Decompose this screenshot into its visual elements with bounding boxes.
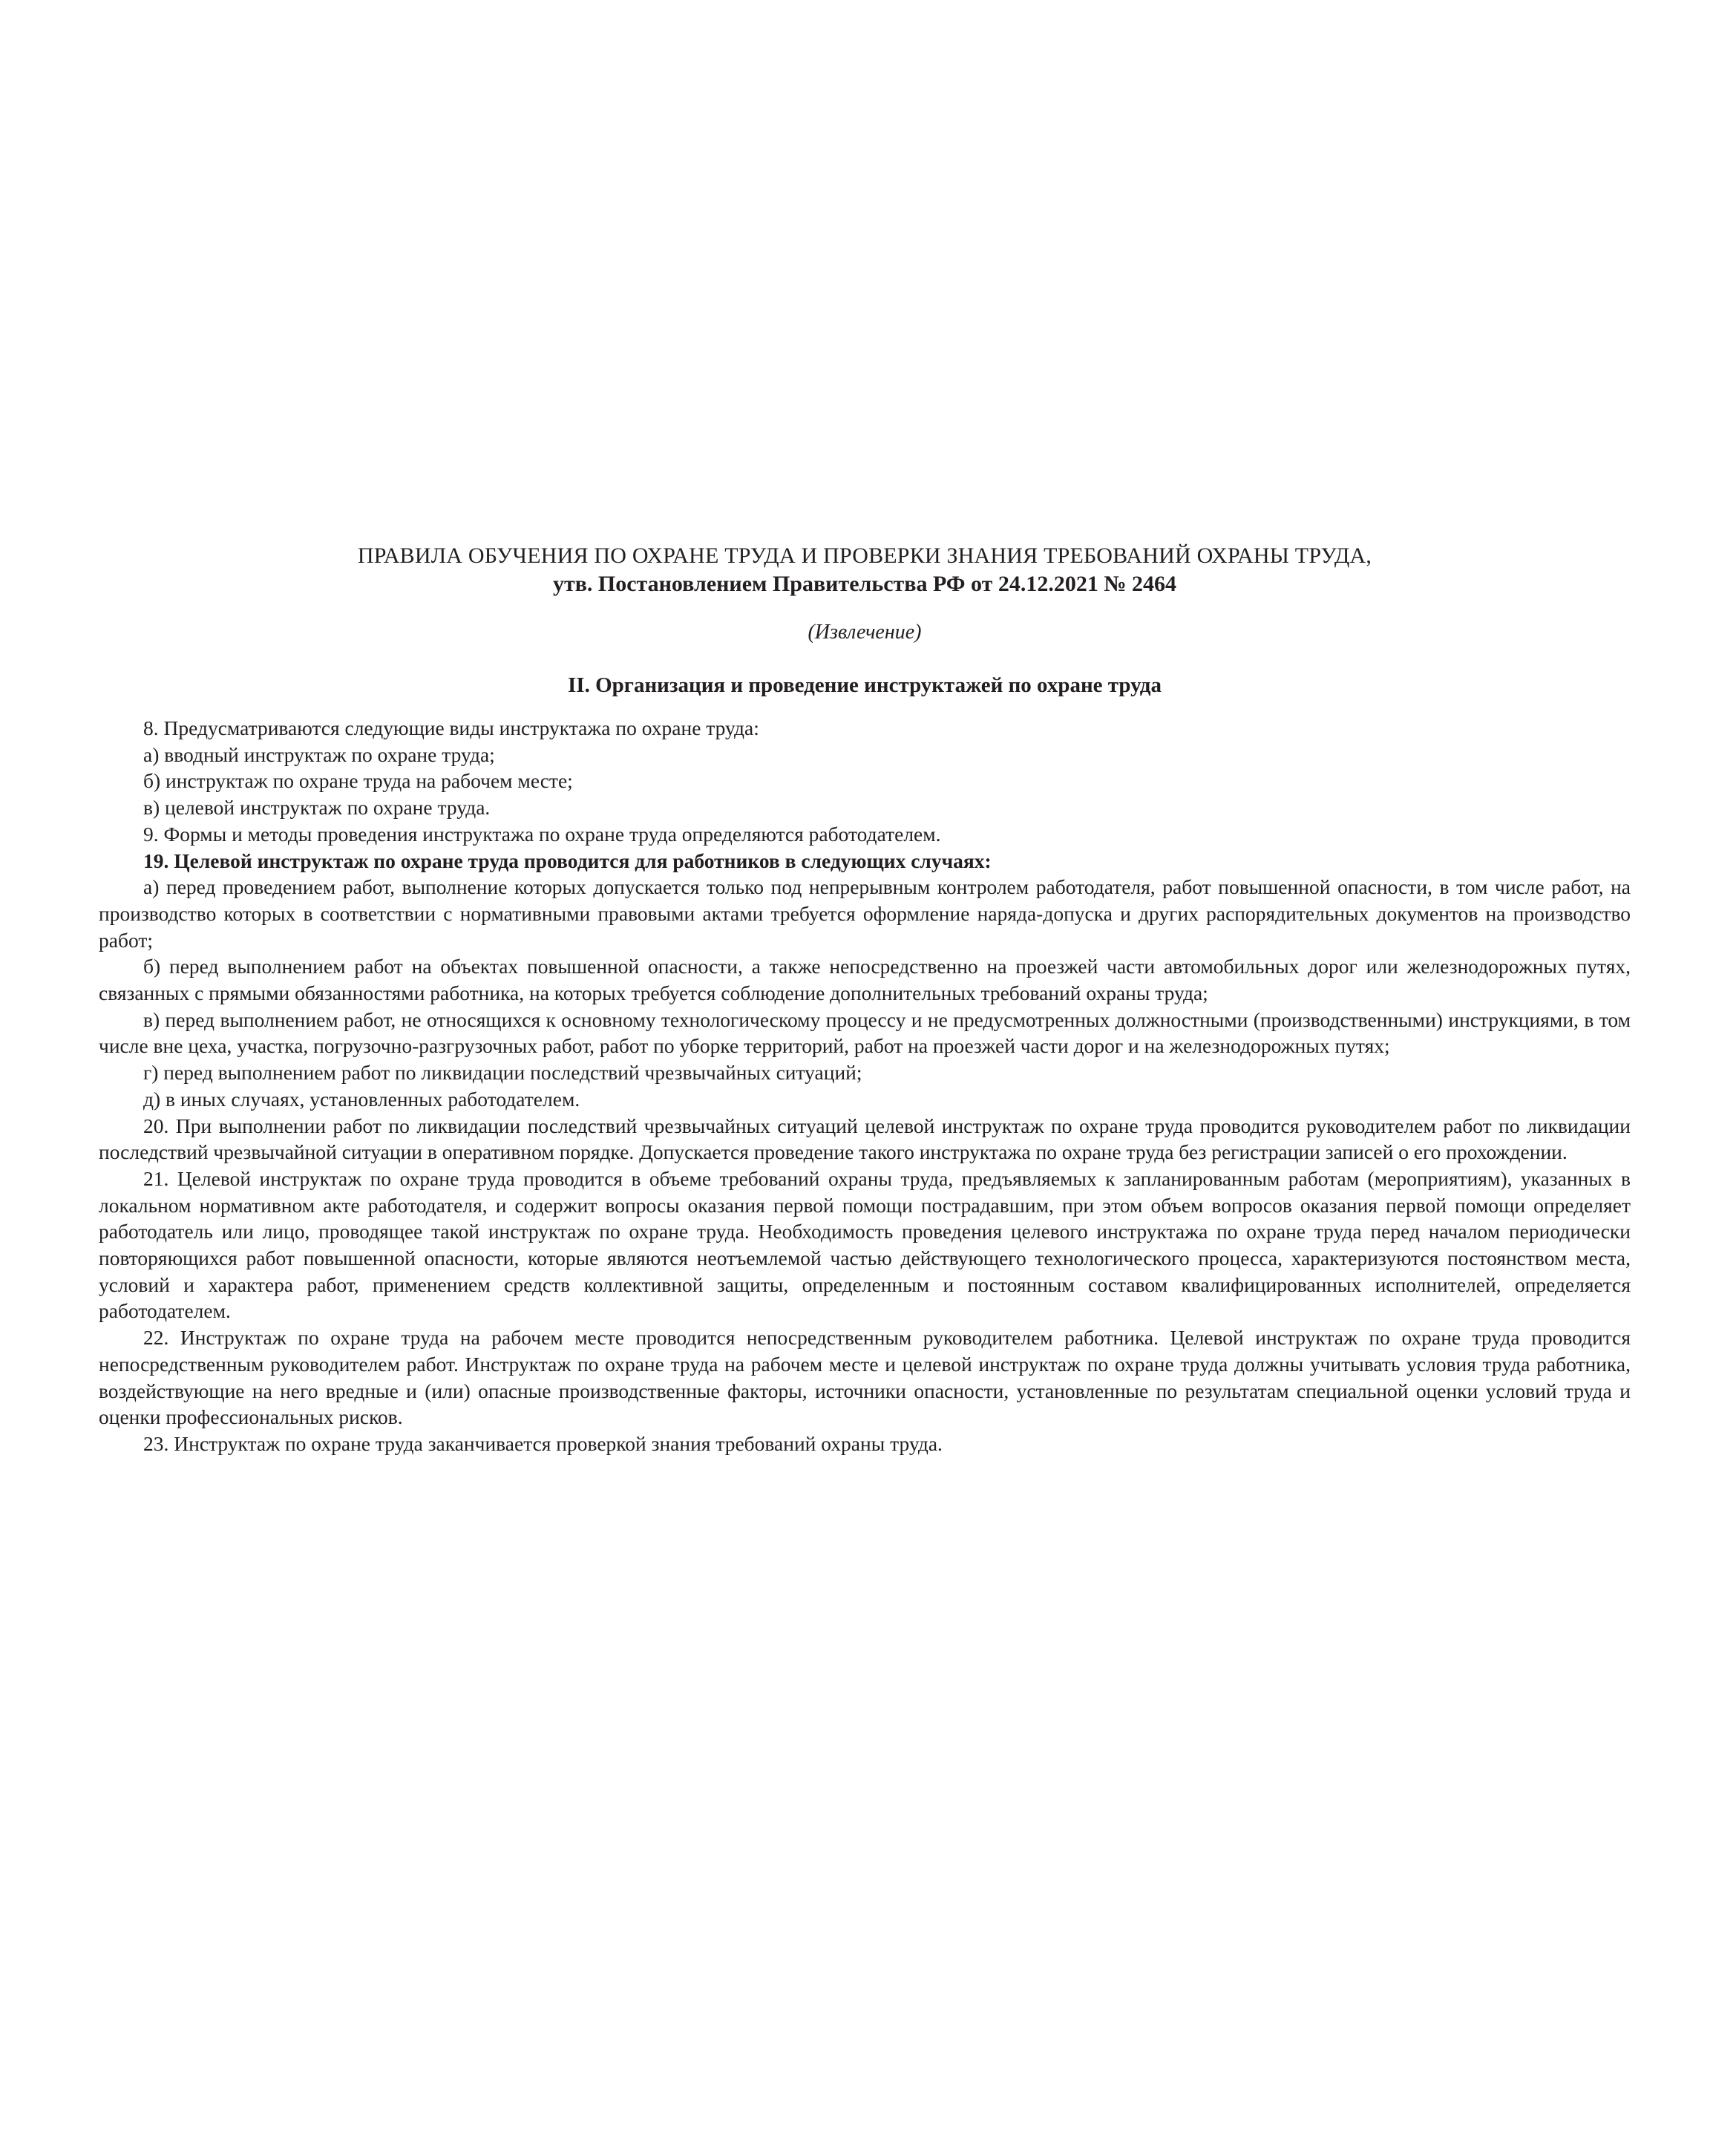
paragraph-19g: г) перед выполнением работ по ликвидации последствий чрезвычайных ситуаций;: [143, 1061, 862, 1085]
section-heading: II. Организация и проведение инструктажей по охране труда: [568, 673, 1162, 697]
paragraph-19d: д) в иных случаях, установленных работодателем.: [143, 1087, 580, 1111]
paragraph-19b: б) перед выполнением работ на объектах повышенной опасности, а также непосредственно на проезжей части автомобильных дорог или железнодорожных путях, связанных с прямыми обязанностями работника, на которых требуется соблюдение дополнительных требований охраны труда;: [99, 955, 1631, 1005]
document-title: [99, 542, 1631, 598]
paragraph-23: 23. Инструктаж по охране труда заканчивается проверкой знания требований охраны труда.: [143, 1431, 943, 1455]
paragraph-8: 8. Предусматриваются следующие виды инструктажа по охране труда:: [143, 716, 759, 739]
paragraph-8a: а) вводный инструктаж по охране труда;: [143, 742, 495, 766]
paragraph-8b: б) инструктаж по охране труда на рабочем месте;: [143, 769, 573, 793]
paragraph-21: 21. Целевой инструктаж по охране труда проводится в объеме требований охраны труда, предъявляемых к запланированным работам (мероприятиям), указанных в локальном нормативном акте работодателя, и содержит вопросы оказания первой помощи пострадавшим, при этом объем вопросов оказания первой помощи определяет работодатель или лицо, проводящее такой инструктаж по охране труда. Необходимость проведения целевого инструктажа по охране труда перед началом периодически повторяющихся работ повышенной опасности, которые являются неотъемлемой частью действующего технологического процесса, характеризуются постоянством места, условий и характера работ, применением средств коллективной защиты, определенным и постоянным составом квалифицированных исполнителей, определяется работодателем.: [99, 1166, 1631, 1323]
paragraph-22: 22. Инструктаж по охране труда на рабочем месте проводится непосредственным руководителем работника. Целевой инструктаж по охране труда проводится непосредственным руководителем работ. Инструктаж по охране труда на рабочем месте и целевой инструктаж по охране труда должны учитывать условия труда работника, воздействующие на него вредные и (или) опасные производственные факторы, источники опасности, установленные по результатам специальной оценки условий труда и оценки профессиональных рисков.: [99, 1326, 1631, 1429]
title-line-2: утв. Постановлением Правительства РФ от 24.12.2021 № 2464: [552, 572, 1177, 596]
paragraph-9: 9. Формы и методы проведения инструктажа по охране труда определяются работодателем.: [143, 822, 941, 846]
document-subtitle: (Извлечение): [808, 621, 922, 644]
title-line-1: ПРАВИЛА ОБУЧЕНИЯ ПО ОХРАНЕ ТРУДА И ПРОВЕРКИ ЗНАНИЯ ТРЕБОВАНИЙ ОХРАНЫ ТРУДА,: [357, 543, 1372, 568]
paragraph-20: 20. При выполнении работ по ликвидации последствий чрезвычайных ситуаций целевой инструктаж по охране труда проводится руководителем работ по ликвидации последствий чрезвычайной ситуации в оперативном порядке. Допускается проведение такого инструктажа по охране труда без регистрации записей о его прохождении.: [99, 1114, 1631, 1164]
paragraph-8v: в) целевой инструктаж по охране труда.: [143, 796, 491, 820]
paragraph-19: 19. Целевой инструктаж по охране труда проводится для работников в следующих случаях:: [143, 849, 992, 872]
paragraph-19v: в) перед выполнением работ, не относящихся к основному технологическому процессу и не предусмотренных должностными (производственными) инструкциями, в том числе вне цеха, участка, погрузочно-разгрузочных работ, работ по уборке территорий, работ на проезжей части дорог и на железнодорожных путях;: [99, 1007, 1631, 1058]
document-content: [99, 542, 1631, 1457]
paragraph-19a: а) перед проведением работ, выполнение которых допускается только под непрерывным контролем работодателя, работ повышенной опасности, в том числе работ, на производство которых в соответствии с нормативными правовыми актами требуется оформление наряда-допуска и других распорядительных документов на производство работ;: [99, 875, 1631, 952]
